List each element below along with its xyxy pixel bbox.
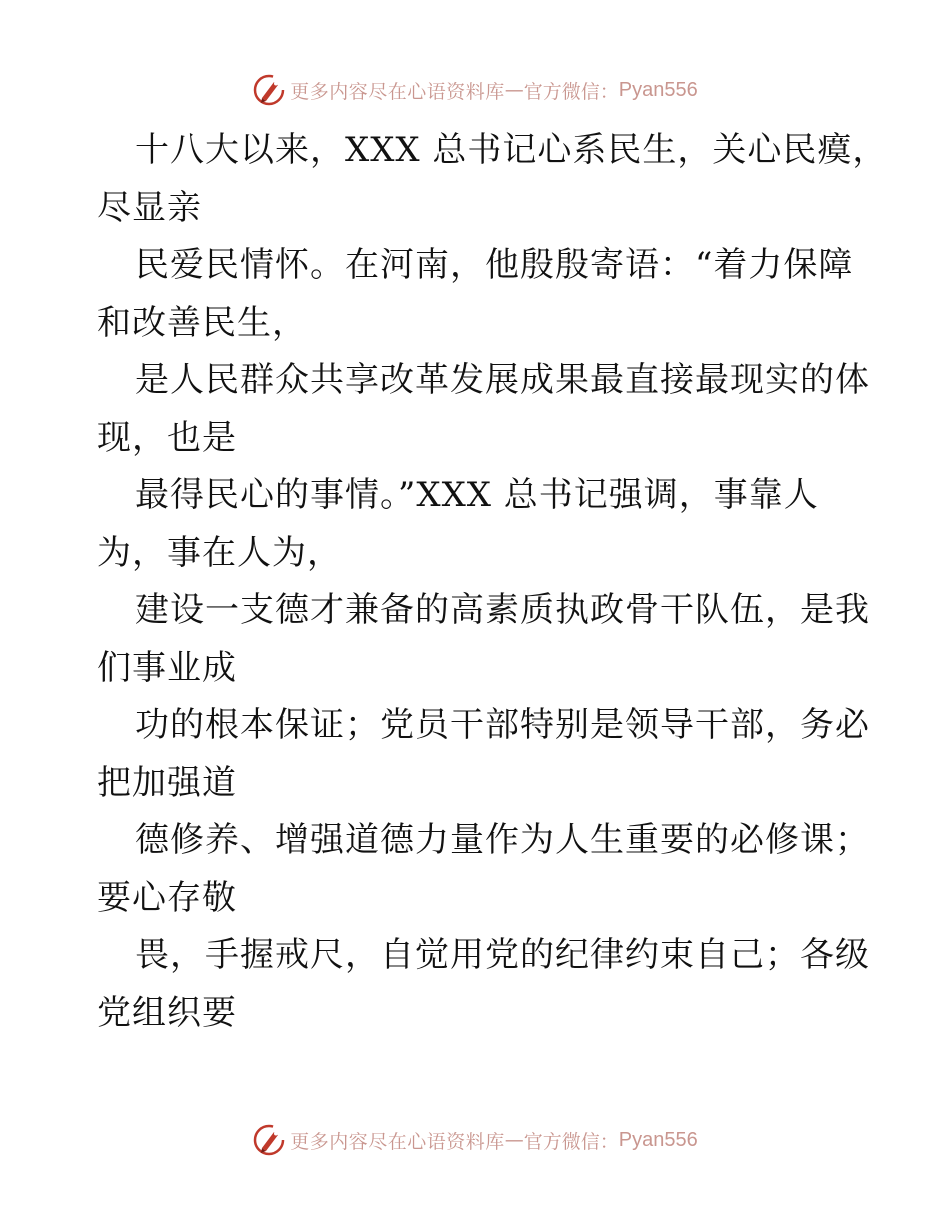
body-line: 要心存敬 [97,877,237,918]
body-line: 德修养、增强道德力量作为人生重要的必修课； [135,820,870,860]
body-line: 功的根本保证；党员干部特别是领导干部，务必 [135,705,870,745]
body-line: 把加强道 [97,762,237,803]
body-line: 建设一支德才兼备的高素质执政骨干队伍，是我 [135,590,870,630]
watermark-text: 更多内容尽在心语资料库 [290,1130,505,1153]
body-line: 尽显亲 [97,187,202,228]
watermark-separator: — [504,79,524,101]
footer-watermark [0,1120,950,1160]
body-line: 民爱民情怀。在河南，他殷殷寄语：“着力保障 [135,245,854,285]
watermark-wechat-label: 官方微信： [523,1130,619,1153]
pen-logo-icon [252,73,286,107]
body-line: 和改善民生， [97,302,307,343]
header-watermark [0,70,950,110]
body-line: 现，也是 [97,417,237,458]
watermark-wechat-id: Pyan556 [618,78,698,101]
watermark-separator: — [504,1129,524,1151]
watermark-wechat-id: Pyan556 [618,1128,698,1151]
watermark-text: 更多内容尽在心语资料库 [290,80,505,103]
body-line: 最得民心的事情。”XXX 总书记强调，事靠人 [135,475,819,515]
body-line: 们事业成 [97,647,237,688]
body-line: 党组织要 [97,992,237,1033]
body-line: 为，事在人为， [97,532,342,573]
body-line: 是人民群众共享改革发展成果最直接最现实的体 [135,360,870,400]
body-line: 十八大以来，XXX 总书记心系民生，关心民瘼， [135,130,888,170]
document-body [97,122,897,1042]
body-line: 畏，手握戒尺，自觉用党的纪律约束自己；各级 [135,935,870,975]
watermark-wechat-label: 官方微信： [523,80,619,103]
pen-logo-icon [252,1123,286,1157]
